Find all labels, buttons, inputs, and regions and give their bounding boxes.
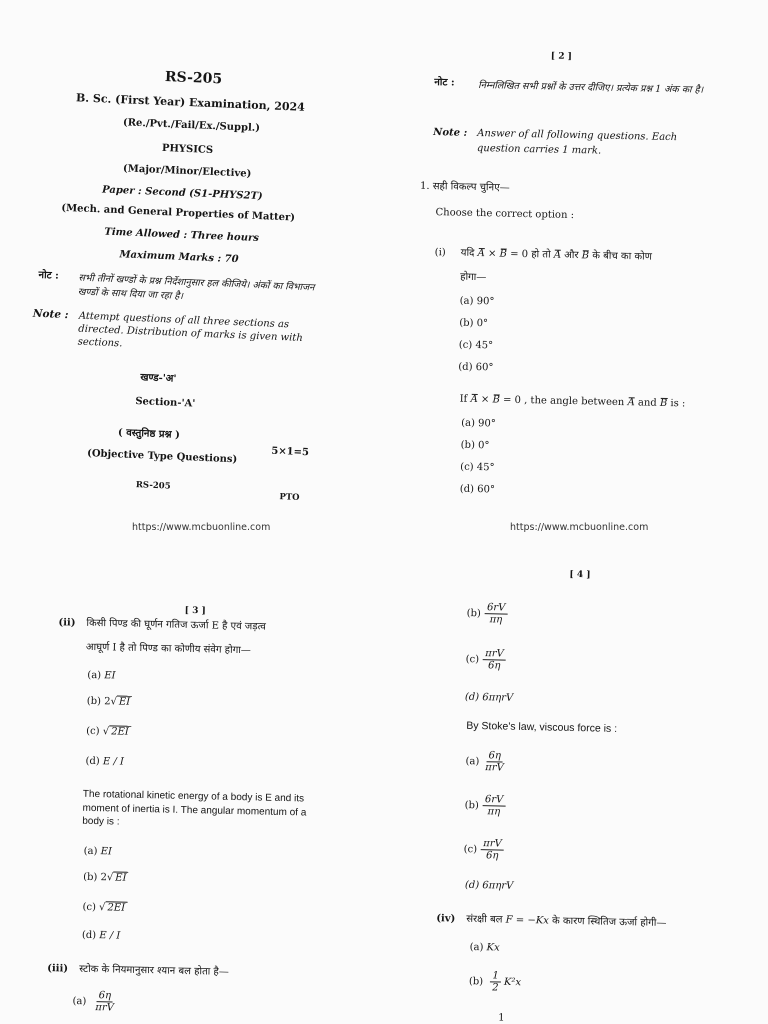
note-english: Answer of all following questions. Each question carries 1 mark. bbox=[476, 127, 678, 157]
footer-code: RS-205 bbox=[135, 480, 171, 492]
paper-name: Paper : Second (S1-PHYS2T) bbox=[101, 184, 263, 203]
question-ii-hindi-line1: किसी पिण्ड की घूर्णन गतिज ऊर्जा E है एवं जड़त्व bbox=[86, 617, 266, 633]
note-hindi: निम्नलिखित सभी प्रश्नों के उत्तर दीजिए। प्रत्येक प्रश्न 1 अंक का है। bbox=[478, 79, 704, 96]
question-i-hindi-line1: यदि A × B = 0 हो तो A और B के बीच का कोण bbox=[460, 247, 653, 263]
maximum-marks: Maximum Marks : 70 bbox=[119, 249, 239, 266]
option-c-hindi: (c) $\frac{\text{πrV}}{6\eta}$ bbox=[465, 648, 504, 672]
page-1-content bbox=[0, 0, 384, 548]
page-number: [ 2 ] bbox=[550, 51, 573, 62]
question-1-english: Choose the correct option : bbox=[435, 207, 575, 222]
option-a-potential: (a) Kx bbox=[469, 941, 500, 954]
page-number: [ 4 ] bbox=[569, 569, 591, 581]
time-allowed: Time Allowed : Three hours bbox=[104, 226, 260, 245]
option-d-hindi: (d) E / I bbox=[85, 755, 125, 768]
option-b-english: (b) $\frac{6rV}{\pi\eta}$ bbox=[464, 794, 504, 818]
note-hindi-label: नोट : bbox=[38, 269, 60, 282]
option-c-english: (c) √ 2EI bbox=[82, 902, 127, 915]
option-b-english: (b) 2√ EI bbox=[83, 872, 129, 885]
page-4 bbox=[384, 548, 768, 1024]
option-d-english: (d) 60° bbox=[459, 483, 495, 496]
note-english: Attempt questions of all three sections as directed. Distribution of marks is given with sections. bbox=[77, 310, 303, 350]
option-d-english: (d) E / I bbox=[81, 929, 121, 942]
option-c-potential-partial: 1 bbox=[498, 1012, 505, 1024]
option-b-hindi: (b) 2√ EI bbox=[87, 696, 133, 709]
pto-label: PTO bbox=[279, 492, 300, 503]
exam-title: B. Sc. (First Year) Examination, 2024 bbox=[75, 91, 306, 114]
section-english: Section-'A' bbox=[135, 396, 196, 410]
note-english-label: Note : bbox=[433, 127, 468, 139]
option-d-hindi: (d) 6πηrV bbox=[464, 691, 514, 704]
page-4-content bbox=[384, 548, 768, 1024]
page-3-content bbox=[0, 548, 384, 1024]
paper-title: (Mech. and General Properties of Matter) bbox=[61, 202, 296, 224]
option-c-hindi: (c) √ 2EI bbox=[86, 726, 131, 739]
question-ii-hindi-line2: आघूर्ण I है तो पिण्ड का कोणीय संवेग होगा— bbox=[85, 641, 251, 657]
note-hindi: सभी तीनों खण्डों के प्रश्न निर्देशानुसार हल कीजिये। अंकों का विभाजन खण्डों के साथ दिया जा रहा है। bbox=[77, 272, 315, 302]
question-1-hindi: 1. सही विकल्प चुनिए— bbox=[419, 180, 510, 194]
option-a-english: (a) $\frac{6\eta}{\text{πrV}}$ bbox=[465, 750, 504, 774]
page-1 bbox=[0, 0, 384, 548]
note-english-label: Note : bbox=[32, 307, 69, 322]
objective-hindi: ( वस्तुनिष्ठ प्रश्न ) bbox=[117, 427, 181, 441]
question-ii-number: (ii) bbox=[58, 617, 76, 629]
option-a-stokes: (a) $\frac{6\eta}{\text{πrV}}$ bbox=[72, 990, 115, 1014]
question-i-hindi-line2: होगा— bbox=[460, 271, 487, 284]
page-3 bbox=[0, 548, 384, 1024]
marks-scheme: 5×1=5 bbox=[271, 445, 310, 459]
option-d-english: (d) 6πηrV bbox=[464, 879, 514, 892]
option-c-hindi: (c) 45° bbox=[458, 339, 494, 352]
option-a-hindi: (a) EI bbox=[87, 669, 116, 682]
exam-category: (Re./Pvt./Fail/Ex./Suppl.) bbox=[122, 117, 261, 134]
option-b-hindi: (b) 0° bbox=[459, 317, 489, 330]
paper-type: (Major/Minor/Elective) bbox=[122, 163, 252, 180]
source-url: https://www.mcbuonline.com bbox=[510, 522, 649, 533]
question-iv-number: (iv) bbox=[436, 913, 456, 925]
option-a-english: (a) EI bbox=[83, 845, 112, 858]
option-b-english: (b) 0° bbox=[460, 439, 490, 452]
question-i-english: If A × B = 0 , the angle between A and B is : bbox=[459, 393, 686, 410]
question-iii-number: (iii) bbox=[47, 963, 69, 975]
option-b-hindi: (b) $\frac{6rV}{\pi\eta}$ bbox=[466, 602, 506, 626]
page-2-content bbox=[384, 0, 768, 548]
question-iv-hindi: संरक्षी बल F = −Kx के कारण स्थितिज ऊर्जा होगी— bbox=[466, 913, 667, 929]
option-b-potential: (b) $\frac{1}{2}$ K²x bbox=[468, 970, 522, 994]
question-i-number: (i) bbox=[434, 247, 446, 259]
paper-code: RS-205 bbox=[164, 68, 223, 88]
option-a-hindi: (a) 90° bbox=[459, 295, 495, 308]
stokes-question-english: By Stoke's law, viscous force is : bbox=[466, 719, 618, 735]
question-iii-hindi: स्टोक के नियमानुसार श्यान बल होता है— bbox=[79, 963, 229, 978]
option-d-hindi: (d) 60° bbox=[458, 361, 494, 374]
option-c-english: (c) 45° bbox=[460, 461, 495, 474]
page-number: [ 3 ] bbox=[184, 605, 206, 617]
page-2 bbox=[384, 0, 768, 548]
subject: PHYSICS bbox=[161, 142, 214, 157]
section-hindi: खण्ड-'अ' bbox=[140, 372, 177, 385]
source-url: https://www.mcbuonline.com bbox=[132, 522, 271, 533]
option-c-english: (c) $\frac{\text{πrV}}{6\eta}$ bbox=[463, 838, 502, 862]
option-a-english: (a) 90° bbox=[461, 417, 496, 430]
note-hindi-label: नोट : bbox=[434, 77, 455, 89]
question-ii-english: The rotational kinetic energy of a body is E and its moment of inertia is I. The angular momentum of a body is : bbox=[82, 788, 307, 828]
objective-english: (Objective Type Questions) bbox=[86, 448, 238, 466]
